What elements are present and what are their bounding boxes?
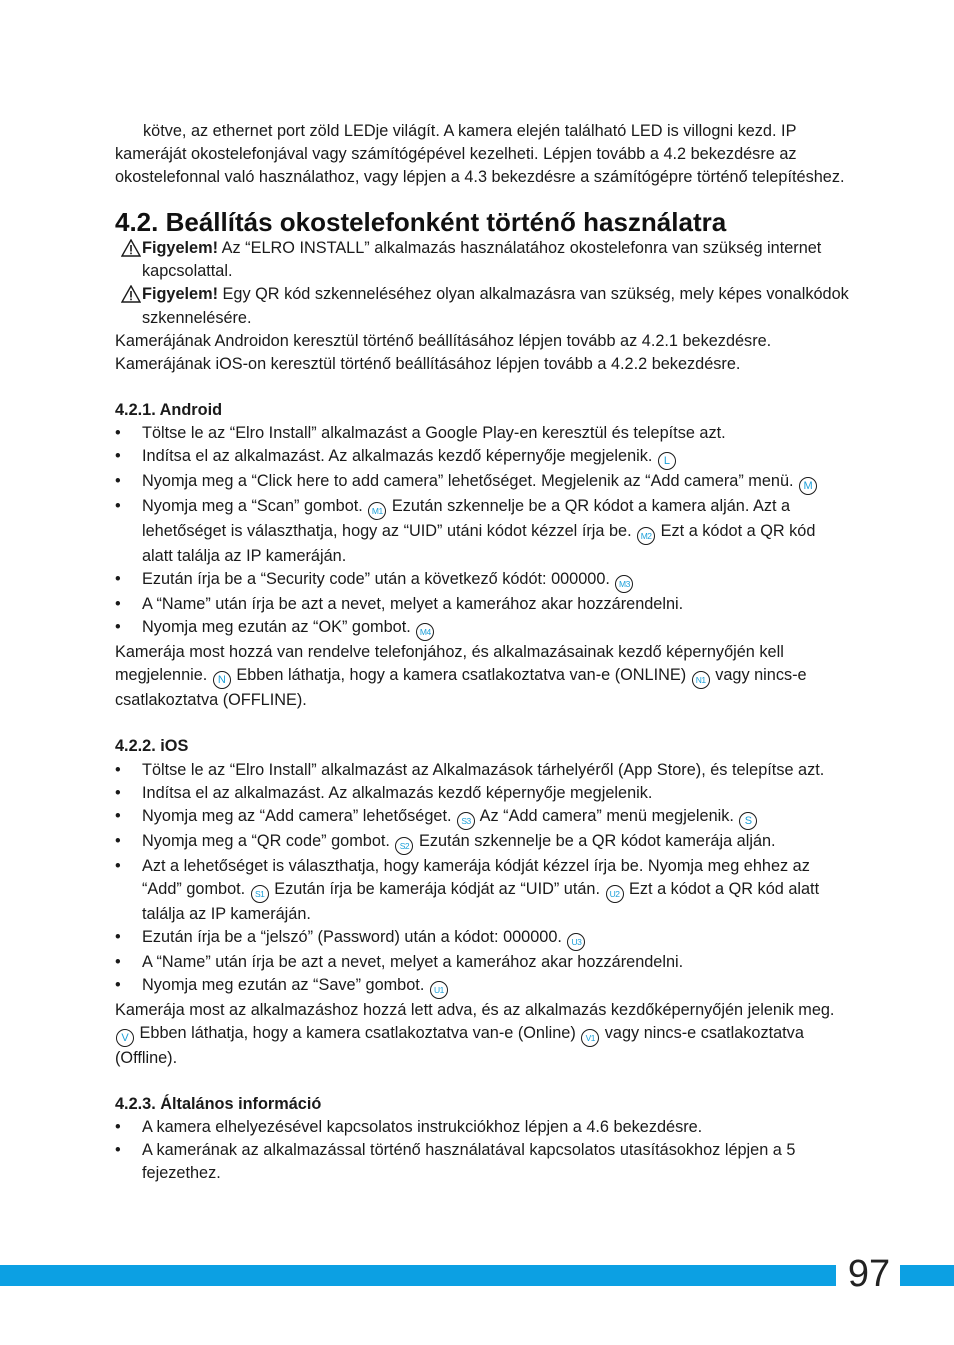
android-closing: Kamerája most hozzá van rendelve telefonjához, és alkalmazásainak kezdő képernyőjén kell megjelennie. N Ebben láthatja, hogy a kamera csatlakoztatva van-e (ONLINE) N1 vagy nincs-e csatlakoztatva (OFFLINE). [115, 643, 807, 710]
callout-badge: V [116, 1029, 134, 1047]
warning-text: Az “ELRO INSTALL” alkalmazás használatához okostelefonra van szükség internet kapcsolattal. [142, 239, 822, 281]
warning-label: Figyelem! [142, 239, 219, 258]
list-item: • Indítsa el az alkalmazást. Az alkalmazás kezdő képernyője megjelenik. [115, 783, 653, 802]
callout-badge: S3 [457, 812, 475, 830]
list-item: • Ezután írja be a “Security code” után a következő kódót: 000000. M3 [115, 568, 850, 593]
callout-badge: M4 [416, 623, 434, 641]
callout-badge: M3 [615, 575, 633, 593]
list-item: • A kamerának az alkalmazással történő használatával kapcsolatos utasításokhoz lépjen a 5 fejezethez. [115, 1141, 796, 1183]
warning-1 [115, 237, 850, 283]
list-item: • Azt a lehetőséget is választhatja, hogy kamerája kódját kézzel írja be. Nyomja meg ehhez az “Add” gombot. S1 Ezután írja be kamerája kódját az “UID” után. U2 Ezt a kódot a QR kód alatt találja az IP kameráján. [115, 856, 820, 923]
intro-line1: kötve, az ethernet port zöld LEDje világít. A kamera elején található LED is villogni kezd. [143, 122, 777, 140]
ios-steps [115, 759, 850, 999]
callout-badge: U2 [606, 885, 624, 903]
callout-badge: S [739, 812, 757, 830]
ios-closing: Kamerája most az alkalmazáshoz hozzá lett adva, és az alkalmazás kezdőképernyőjén jelenik meg. V Ebben láthatja, hogy a kamera csatlakoztatva van-e (Online) V1 vagy nincs-e csatlakoztatva (Offline). [115, 1000, 835, 1068]
callout-badge: M1 [368, 502, 386, 520]
page-number: 97 [847, 1253, 891, 1295]
footer-bar [900, 1265, 954, 1286]
section-title: 4.2. Beállítás okostelefonként történő használatra [115, 207, 727, 238]
general-heading: 4.2.3. Általános információ [115, 1095, 322, 1114]
list-item: • Nyomja meg a “QR code” gombot. S2 Ezután szkennelje be a QR kódot kamerája alján. [115, 830, 850, 855]
ios-pointer: Kamerájának iOS-on keresztül történő beállításához lépjen tovább a 4.2.2 bekezdésre. [115, 354, 741, 373]
ios-heading: 4.2.2. iOS [115, 737, 189, 756]
list-item: • A “Name” után írja be azt a nevet, melyet a kamerához akar hozzárendelni. [115, 595, 684, 614]
list-item: • Ezután írja be a “jelszó” (Password) után a kódot: 000000. U3 [115, 926, 850, 951]
list-item: • Töltse le az “Elro Install” alkalmazást az Alkalmazások tárhelyéről (App Store), és telepítse azt. [115, 760, 825, 779]
callout-badge: V1 [581, 1029, 599, 1047]
intro-paragraph [115, 120, 850, 189]
list-item: • Indítsa el az alkalmazást. Az alkalmazás kezdő képernyője megjelenik. L [115, 445, 850, 470]
callout-badge: M2 [637, 527, 655, 545]
warning-icon [121, 239, 141, 257]
list-item: • A kamera elhelyezésével kapcsolatos instrukciókhoz lépjen a 4.6 bekezdésre. [115, 1118, 703, 1137]
callout-badge: L [658, 452, 676, 470]
callout-badge: U1 [430, 981, 448, 999]
warning-icon [121, 285, 141, 303]
android-pointer: Kamerájának Androidon keresztül történő beállításához lépjen tovább az 4.2.1 bekezdésre. [115, 331, 772, 350]
list-item: • Töltse le az “Elro Install” alkalmazást a Google Play-en keresztül és telepítse azt. [115, 423, 726, 442]
intro-rest: IP kameráját okostelefonjával vagy számítógépével kezelheti. Lépjen tovább a 4.2 bekezdésre az okostelefonnal való használathoz, vagy lépjen a 4.3 bekezdésre a számítógépre történő telepítéshez. [115, 122, 845, 187]
footer-bar [0, 1265, 836, 1286]
list-item: • Nyomja meg az “Add camera” lehetőséget. S3 Az “Add camera” menü megjelenik. S [115, 805, 850, 830]
list-item: • Nyomja meg a “Click here to add camera” lehetőséget. Megjelenik az “Add camera” menü. M [115, 470, 850, 495]
callout-badge: S2 [395, 837, 413, 855]
general-info [115, 1116, 850, 1185]
warning-text: Egy QR kód szkenneléséhez olyan alkalmazásra van szükség, mely képes vonalkódok szkennelésére. [142, 285, 849, 327]
callout-badge: S1 [251, 885, 269, 903]
callout-badge: M [799, 477, 817, 495]
list-item: • Nyomja meg ezután az “OK” gombot. M4 [115, 616, 850, 641]
android-heading: 4.2.1. Android [115, 400, 223, 419]
list-item: • Nyomja meg a “Scan” gombot. M1 Ezután szkennelje be a QR kódot a kamera alján. Azt a lehetőséget is választhatja, hogy az “UID” utáni kódot kézzel írja be. M2 Ezt a kódot a QR kód alatt találja az IP kameráján. [115, 497, 816, 566]
callout-badge: U3 [567, 933, 585, 951]
callout-badge: N [213, 671, 231, 689]
android-steps [115, 422, 850, 641]
callout-badge: N1 [692, 671, 710, 689]
warning-2 [115, 283, 850, 329]
page-content [115, 120, 850, 1186]
warning-label: Figyelem! [142, 285, 219, 304]
list-item: • Nyomja meg ezután az “Save” gombot. U1 [115, 974, 850, 999]
list-item: • A “Name” után írja be azt a nevet, melyet a kamerához akar hozzárendelni. [115, 952, 684, 971]
